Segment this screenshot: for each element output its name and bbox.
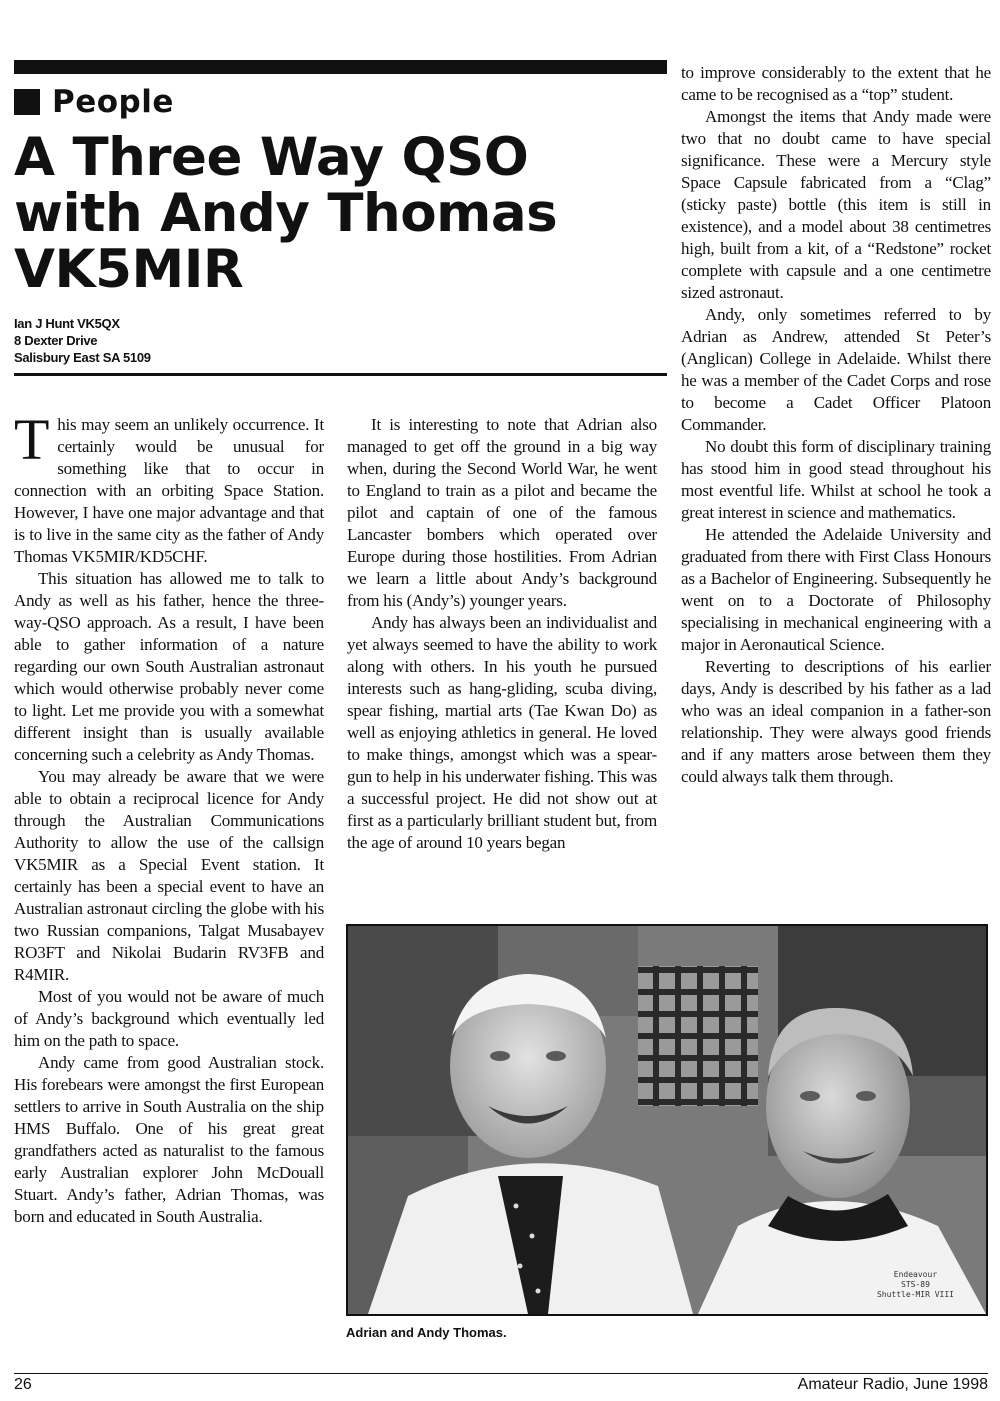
title-line-1: A Three Way QSO [14,127,529,188]
header-divider [14,373,667,376]
paragraph: Andy, only sometimes referred to by Adrian as Andrew, attended St Peter’s (Anglican) College in Adelaide. Whilst there he was a member of the Cadet Corps and rose to become a Cadet Officer Platoon Commander. [681,305,991,434]
section-label-text: People [52,84,174,120]
paragraph: This situation has allowed me to talk to Andy as well as his father, hence the three-way-QSO approach. As a result, I have been able to gather information of a nature regarding our own South Australian astronaut which would otherwise probably never come to light. Let me provide you with a somewhat different insight than is usually available concerning such a celebrity as Andy Thomas. [14,569,324,764]
paragraph: He attended the Adelaide University and graduated from there with First Class Honours as a Bachelor of Engineering. Subsequently he went on to a Doctorate of Philosophy specialising in mechanical engineering with a major in Aeronautical Science. [681,525,991,654]
paragraph: It is interesting to note that Adrian also managed to get off the ground in a big way when, during the Second World War, he went to England to train as a pilot and became the pilot and captain of one of the famous Lancaster bombers which operated over Europe during those hostilities. From Adrian we learn a little about Andy’s background from his (Andy’s) younger years. [347,415,657,610]
photo-stamp [877,1270,954,1300]
footer-rule [14,1373,988,1374]
paragraph: to improve considerably to the extent that he came to be recognised as a “top” student. [681,63,991,104]
section-square-icon [14,89,40,115]
paragraph: Most of you would not be aware of much of Andy’s background which eventually led him on the path to space. [14,987,324,1050]
top-rule [14,60,667,74]
photo-adrian-andy-thomas [346,924,988,1316]
paragraph: Andy has always been an individualist and yet always seemed to have the ability to work along with others. In his youth he pursued interests such as hang-gliding, scuba diving, spear fishing, martial arts (Tae Kwan Do) as well as enjoying athletics in general. He loved to make things, amongst which was a spear-gun to help in his underwater fishing. This was a successful project. He did not show out at first as a particularly brilliant student but, from the age of around 10 years began [347,613,657,852]
author-address-line-2: Salisbury East SA 5109 [14,350,151,365]
article-column-3 [681,62,991,788]
paragraph: No doubt this form of disciplinary training has stood him in good stead throughout his most eventful life. Whilst at school he took a great interest in science and mathematics. [681,437,991,522]
author-address-line-1: 8 Dexter Drive [14,333,98,348]
paragraph-text: his may seem an unlikely occurrence. It certainly would be unusual for something like that to occur in connection with an orbiting Space Station. However, I have one major advantage and that is to live in the same city as the father of Andy Thomas VK5MIR/KD5CHF. [14,415,324,566]
photo-illustration [348,926,986,1314]
article-column-2 [347,414,657,854]
stamp-line-2: STS-89 [901,1280,930,1289]
section-label [14,82,174,122]
paragraph: Andy came from good Australian stock. His forebears were amongst the first European settlers to arrive in South Australia on the ship HMS Buffalo. One of his great great grandfathers acted as naturalist to the famous early Australian explorer John McDouall Stuart. Andy’s father, Adrian Thomas, was born and educated in South Australia. [14,1053,324,1226]
stamp-line-3: Shuttle-MIR VIII [876,1290,954,1299]
byline [14,315,151,366]
paragraph [14,407,324,568]
title-line-2: with Andy Thomas [14,183,558,244]
paragraph: Amongst the items that Andy made were two that no doubt came to have special significance. These were a Mercury style Space Capsule fabricated from a “Clag” (sticky paste) bottle (this item is still in existence), and a model about 38 centimetres high, built from a kit, of a “Redstone” rocket complete with capsule and a one centimetre sized astronaut. [681,107,991,302]
author-name: Ian J Hunt VK5QX [14,316,120,331]
page-number: 26 [14,1376,32,1393]
article-title [14,127,674,300]
paragraph: You may already be aware that we were able to obtain a reciprocal licence for Andy through the Australian Communications Authority to allow the use of the callsign VK5MIR as a Special Event station. It certainly has been a special event to have an Australian astronaut circling the globe with his two Russian companions, Talgat Musabayev RO3FT and Nikolai Budarin RV3FB and R4MIR. [14,767,324,984]
drop-cap: T [14,407,50,472]
title-line-3: VK5MIR [14,239,244,300]
publication-info: Amateur Radio, June 1998 [797,1376,988,1393]
paragraph: Reverting to descriptions of his earlier days, Andy is described by his father as a lad who was an ideal companion in a father-son relationship. They were always good friends and if any matters arose between them they could always talk them through. [681,657,991,786]
photo-caption: Adrian and Andy Thomas. [346,1325,507,1340]
stamp-line-1: Endeavour [893,1270,938,1279]
article-column-1 [14,407,324,1228]
